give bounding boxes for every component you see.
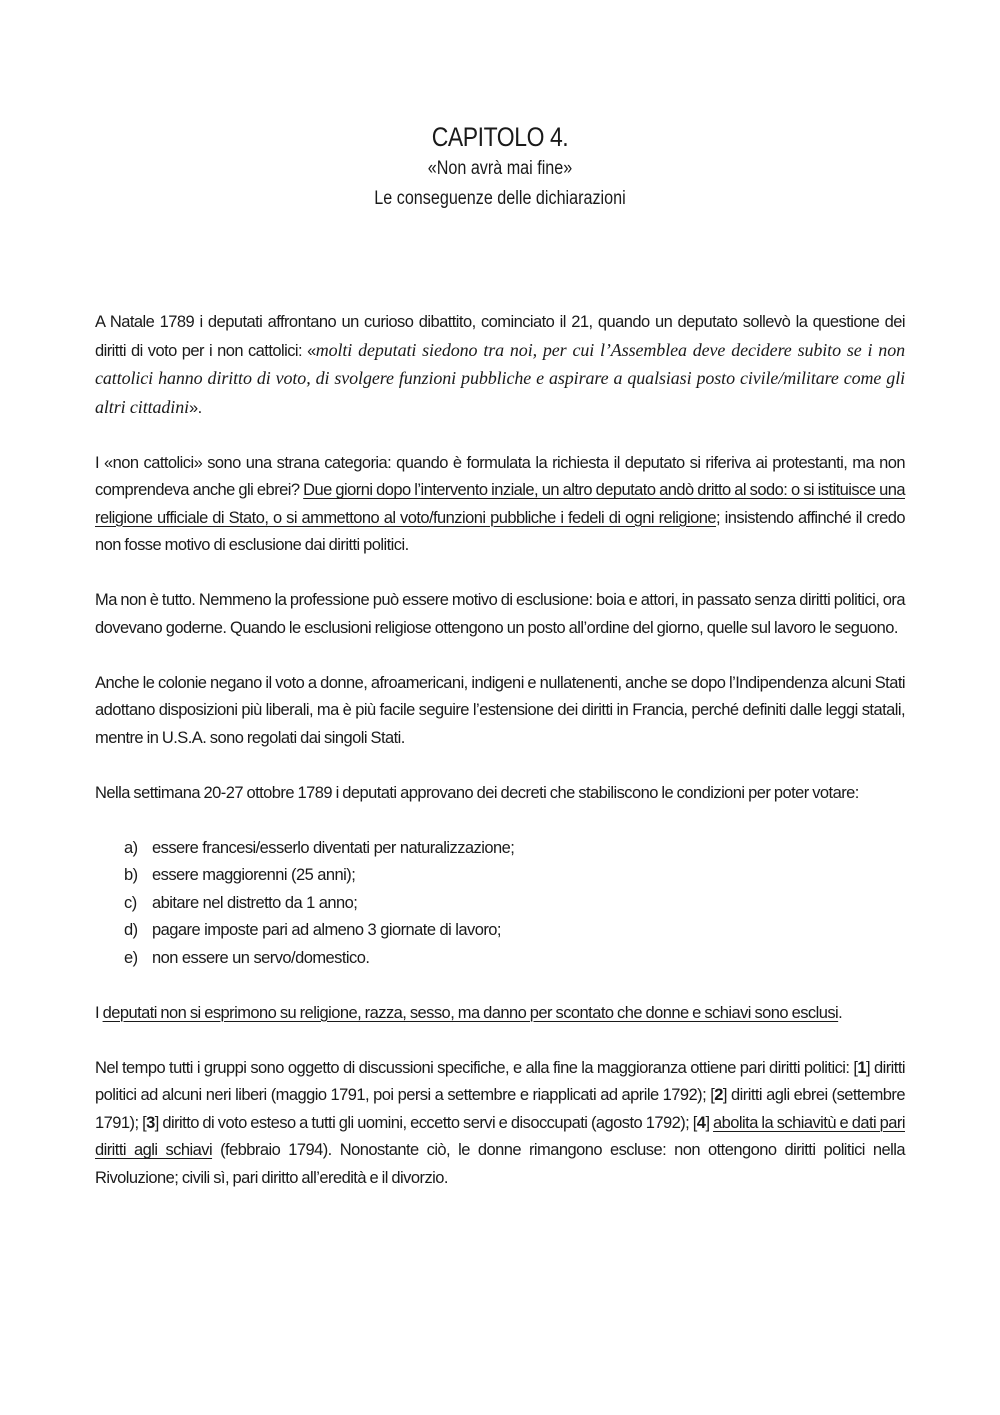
item-number-3: 3 [146, 1113, 155, 1132]
list-marker: b) [124, 866, 138, 884]
paragraph-1 [95, 309, 905, 422]
list-item-text: pagare imposte pari ad almeno 3 giornate di lavoro; [152, 921, 501, 939]
chapter-body [95, 309, 905, 1220]
list-item [95, 835, 905, 863]
paragraph-7-end: (febbraio 1794). Nonostante ciò, le donne rimangono escluse: non ottengono diritti politici nella Rivoluzione; civili sì, pari diritto all’eredità e il divorzio. [95, 1141, 906, 1187]
list-item-text: essere maggiorenni (25 anni); [152, 866, 356, 884]
paragraph-1-end: ». [189, 398, 202, 417]
list-item-text: non essere un servo/domestico. [152, 948, 370, 967]
voting-conditions-list [95, 835, 905, 973]
paragraph-2-end: ; insistendo affinché il credo non fosse motivo di esclusione dai diritti politici. [95, 508, 905, 554]
list-marker: c) [124, 893, 137, 912]
paragraph-2-text: I «non cattolici» sono una strana categoria: quando è formulata la richiesta il deputato si riferiva ai protestanti, ma non comprendeva anche gli ebrei? [95, 453, 905, 499]
paragraph-3: Ma non è tutto. Nemmeno la professione può essere motivo di esclusione: boia e attori, in passato senza diritti politici, ora dovevano goderne. Quando le esclusioni religiose ottengono un posto all’ordine del giorno, quelle sul lavoro le seguono. [95, 591, 905, 637]
list-marker: e) [124, 948, 138, 967]
list-item [95, 890, 905, 918]
list-marker: a) [124, 838, 138, 857]
paragraph-1-quote: molti deputati siedono tra noi, per cui l’Assemblea deve decidere subito se i non cattolici hanno diritto di voto, di svolgere funzioni pubbliche e aspirare a qualsiasi posto civile/militare come gli altri cittadini [95, 339, 905, 417]
paragraph-7: Nel tempo tutti i gruppi sono oggetto di discussioni specifiche, e alla fine la maggioranza ottiene pari diritti politici: [1] diritti politici ad alcuni neri liberi (maggio 1791, poi persi a settembre e riapplicati ad aprile 1792); [2] diritti agli ebrei (settembre 1791); [3] diritto di voto esteso a tutti gli uomini, eccetto servi e disoccupati (agosto 1792); [4] abolita la schiavitù e dati pari diritti agli schiavi (febbraio 1794). Nonostante ciò, le donne rimangono escluse: non ottengono diritti politici nella Rivoluzione; civili sì, pari diritto all’eredità e il divorzio. [95, 1058, 906, 1187]
chapter-subtitle-2: Le conseguenze delle dichiarazioni [374, 188, 626, 209]
paragraph-1-text: A Natale 1789 i deputati affrontano un curioso dibattito, cominciato il 21, quando un deputato sollevò la questione dei diritti di voto per i non cattolici: « [95, 313, 905, 360]
item-number-2: 2 [714, 1086, 723, 1104]
paragraph-7-item-2: diritti agli ebrei (settembre 1791); [95, 1086, 905, 1132]
paragraph-7-item-4-underlined: abolita la schiavitù e dati pari diritti agli schiavi [95, 1113, 905, 1159]
list-item-text: abitare nel distretto da 1 anno; [152, 893, 358, 912]
list-item [95, 917, 905, 945]
paragraph-2-underlined: Due giorni dopo l’intervento inziale, un altro deputato andò dritto al sodo: o si istituisce una religione ufficiale di Stato, o si ammettono al voto/funzioni pubbliche i fedeli di ogni religione [95, 481, 905, 527]
item-number-4: 4 [696, 1113, 706, 1132]
paragraph-2 [95, 450, 905, 560]
paragraph-6-start: I [95, 1003, 103, 1022]
paragraph-6-underlined: deputati non si esprimono su religione, razza, sesso, ma danno per scontato che donne e schiavi sono esclusi [102, 1003, 839, 1022]
item-number-1: 1 [857, 1058, 867, 1077]
chapter-heading [0, 120, 1000, 214]
list-item [95, 945, 905, 973]
paragraph-4: Anche le colonie negano il voto a donne, afroamericani, indigeni e nullatenenti, anche se dopo l’Indipendenza alcuni Stati adottano disposizioni più liberali, ma è più facile seguire l’estensione dei diritti in Francia, perché definiti dalle leggi statali, mentre in U.S.A. sono regolati dai singoli Stati. [95, 673, 905, 747]
paragraph-7-item-3: diritto di voto esteso a tutti gli uomini, eccetto servi e disoccupati (agosto 1792); [158, 1113, 693, 1132]
chapter-subtitle: «Non avrà mai fine» [427, 158, 573, 179]
paragraph-7-item-1: diritti politici ad alcuni neri liberi (maggio 1791, poi persi a settembre e riapplicati ad aprile 1792); [95, 1058, 905, 1104]
paragraph-7-intro: Nel tempo tutti i gruppi sono oggetto di discussioni specifiche, e alla fine la maggioranza ottiene pari diritti politici: [95, 1058, 854, 1077]
paragraph-6 [95, 1000, 905, 1028]
list-item [95, 862, 905, 890]
paragraph-6-end: . [838, 1003, 843, 1022]
list-item-text: essere francesi/esserlo diventati per naturalizzazione; [152, 838, 515, 857]
list-marker: d) [124, 921, 138, 939]
chapter-title: CAPITOLO 4. [431, 122, 569, 152]
paragraph-5: Nella settimana 20-27 ottobre 1789 i deputati approvano dei decreti che stabiliscono le condizioni per poter votare: [95, 783, 859, 802]
